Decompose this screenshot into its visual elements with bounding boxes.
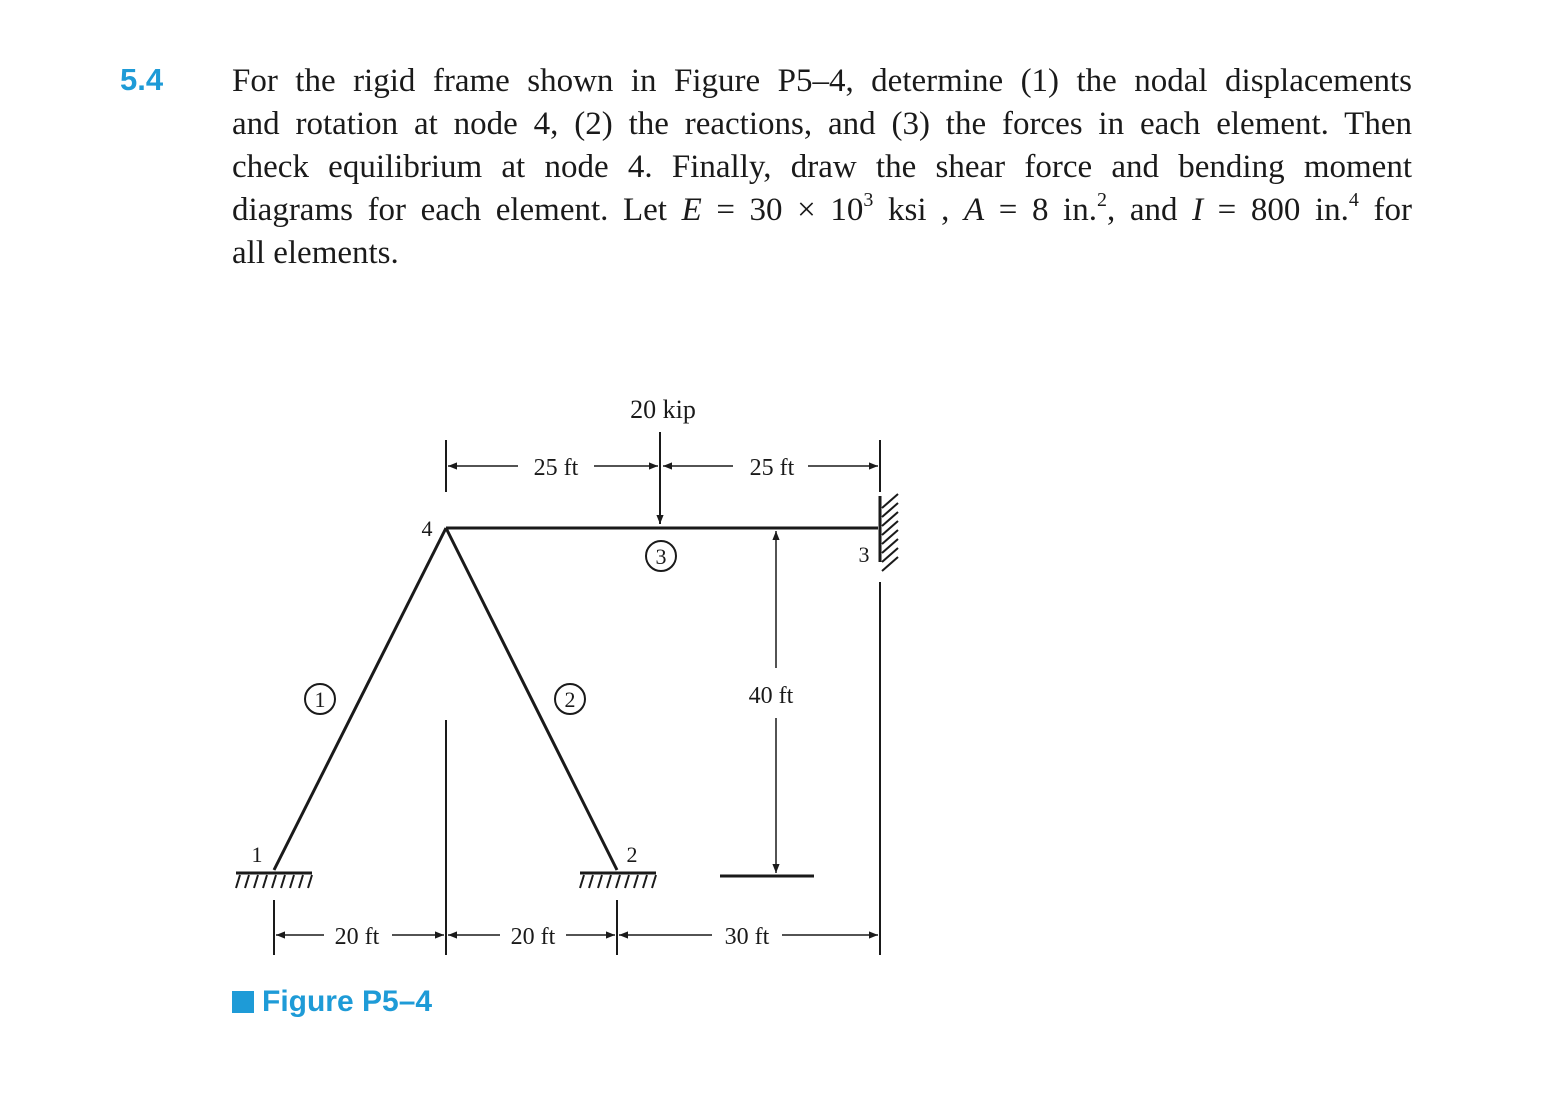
node-1-label: 1 bbox=[251, 842, 263, 867]
bottom-dim-3-label: 30 ft bbox=[724, 924, 770, 950]
figure-caption bbox=[232, 985, 432, 1019]
svg-text:1: 1 bbox=[314, 687, 326, 712]
bottom-dim-2-label: 20 ft bbox=[510, 924, 556, 950]
element-3-label bbox=[646, 541, 676, 571]
bottom-dim-1-label: 20 ft bbox=[334, 924, 380, 950]
figure-caption-text: Figure P5–4 bbox=[262, 985, 433, 1018]
fixed-support-node-3 bbox=[880, 494, 898, 571]
problem-line-5: all elements. bbox=[232, 235, 399, 271]
node-4-label: 4 bbox=[421, 516, 433, 541]
problem-line-1: For the rigid frame shown in Figure P5–4, determine (1) the nodal displacements bbox=[232, 63, 1412, 99]
node-2-label: 2 bbox=[626, 842, 638, 867]
height-dim-label: 40 ft bbox=[748, 683, 794, 709]
svg-text:2: 2 bbox=[564, 687, 576, 712]
element-1-label bbox=[305, 684, 335, 714]
element-1-member bbox=[274, 528, 446, 870]
load-label: 20 kip bbox=[630, 395, 696, 424]
fixed-support-node-1 bbox=[236, 873, 312, 888]
top-dim-right-label: 25 ft bbox=[749, 455, 795, 481]
svg-text:3: 3 bbox=[655, 544, 667, 569]
caption-square-icon bbox=[232, 991, 254, 1013]
top-dim-left-label: 25 ft bbox=[533, 455, 579, 481]
element-2-label bbox=[555, 684, 585, 714]
problem-line-4: diagrams for each element. Let $E = 30 \times 10^3$ ksi , A = 8 in.$^2$, and I = 800 in.$^4$ for bbox=[232, 189, 1413, 228]
problem-number: 5.4 bbox=[120, 62, 164, 97]
fixed-support-node-2 bbox=[580, 873, 656, 888]
problem-line-3: check equilibrium at node 4. Finally, draw the shear force and bending moment bbox=[232, 149, 1412, 185]
element-2-member bbox=[446, 528, 617, 870]
node-3-label: 3 bbox=[858, 542, 870, 567]
problem-line-2: and rotation at node 4, (2) the reactions, and (3) the forces in each element. Then bbox=[232, 106, 1412, 142]
